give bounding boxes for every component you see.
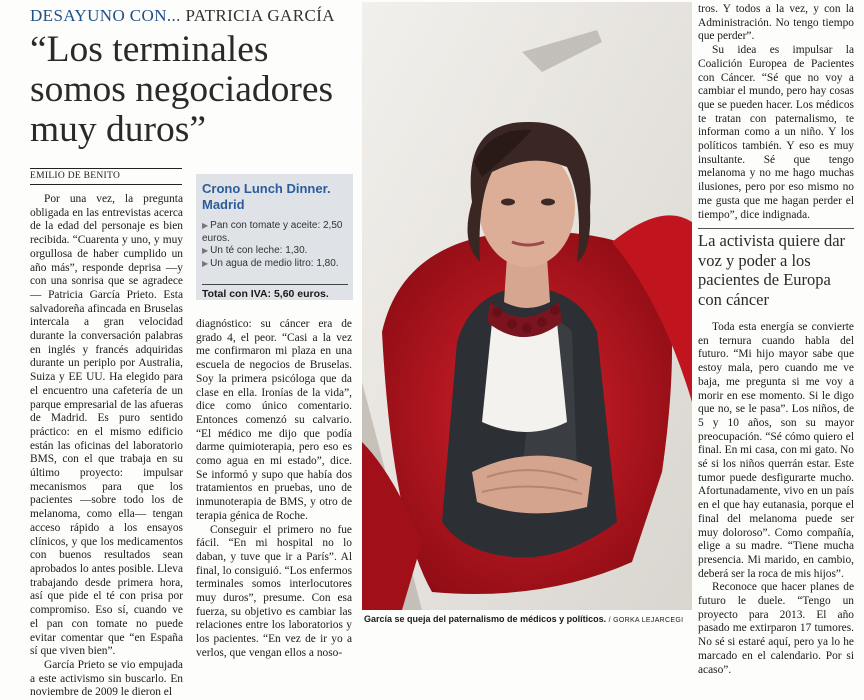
box-total: Total con IVA: 5,60 euros. [202, 284, 348, 300]
paragraph: tros. Y todos a la vez, y con la Administración. No tengo tiempo que perder”. [698, 3, 854, 43]
lunch-info-box [196, 174, 353, 300]
price-list [202, 220, 350, 270]
section-kicker [30, 6, 335, 26]
kicker-name: PATRICIA GARCÍA [185, 6, 335, 25]
paragraph: Toda esta energía se convierte en ternura cuando habla del futuro. “Mi hijo mayor sabe que estoy mala, pero cuando me ve baja, me pregunta si me voy a morir en ese momento. Si le digo que no, se le pasa”. Los niños, de 5 y 10 años, son su mayor preocupación. “Sé cómo quiero el final. En mi casa, con mi gato. No sé si los niños querrán estar. Este tumor puede desfigurarte mucho. Afortunadamente, vivo en un país en el que hay eutanasia, porque el final del melanoma puede ser muy doloroso”. Como compañía, elige a su madre. “Tiene mucha presencia. Mi marido, en cambio, deberá ser la roca de mis hijos”. [698, 321, 854, 580]
bullet-triangle-icon: ▶ [202, 221, 209, 230]
article-column-3 [698, 3, 854, 222]
portrait-photo [362, 2, 692, 610]
bullet-triangle-icon: ▶ [202, 258, 209, 268]
price-item: ▶ Un agua de medio litro: 1,80. [202, 257, 339, 269]
paragraph: Conseguir el primero no fue fácil. “En mi hospital no lo daban, y tuve que ir a París”. Al final, lo consiguió. “Los enfermos terminales somos interlocutores muy duros”, presume. Con esa fuerza, su objetivo es cambiar las relaciones entre los laboratorios y los pacientes. “En vez de ir yo a verlos, que vengan ellos a noso- [196, 523, 352, 659]
pull-quote: La activista quiere dar voz y poder a los pacientes de Europa con cáncer [698, 228, 854, 309]
article-column-2 [196, 318, 352, 661]
paragraph: Su idea es impulsar la Coalición Europea de Pacientes con Cáncer. “Sé que no voy a cambiar el mundo, pero hay cosas que se pueden hacer. Los médicos te tratan con paternalismo, te informan como a un niño. Y los políticos también. Y eso es muy insultante. Sé que tengo melanoma y no me hago muchas ilusiones, pero por eso mismo no me gusta que me hagan perder el tiempo”, dice indignada. [698, 44, 854, 221]
article-column-1 [30, 193, 183, 700]
byline: EMILIO DE BENITO [30, 168, 182, 185]
price-item: ▶ Pan con tomate y aceite: 2,50 euros. [202, 220, 343, 244]
price-item: ▶ Un té con leche: 1,30. [202, 245, 308, 257]
photo-credit: / GORKA LEJARCEGI [608, 617, 684, 624]
paragraph: Reconoce que hacer planes de futuro le duele. “Tengo un proyecto para 2013. El año pasado me extirparon 17 tumores. No sé si estaré aquí, pero ya lo he marcado en el calendario. Por si acaso”. [698, 581, 854, 676]
bullet-triangle-icon: ▶ [202, 246, 209, 256]
headline: “Los terminales somos negociadores muy duros” [30, 29, 334, 150]
photo-caption [364, 614, 694, 626]
paragraph: Por una vez, la pregunta obligada en las entrevistas acerca de la edad del personaje es bien recibida. “Cuarenta y uno, y muy orgullosa de haber cumplido un año más”, responde deprisa —y con una sonrisa que se agradece— Patricia García Prieto. Esta salvadoreña afincada en Bruselas intercala a gran velocidad durante la conversación palabras en inglés y francés adquiridas durante un periplo por Australia, Suiza y EE UU. Ha elegido para el encuentro una cafetería de un parque empresarial de las afueras de Madrid. Es puro sentido práctico: en el mismo edificio están las oficinas del laboratorio BMS, con el que trabaja en su último proyecto: impulsar mecanismos para que los pacientes —sobre todo los de melanoma, como ella— tengan acceso rápido a los ensayos clínicos, y que los medicamentos con buenos resultados sean aprobados lo antes posible. Lleva trabajando desde primera hora, así que pide el té con prisa por compromiso. Eso sí, cuando ve el pan con tomate no puede evitar comentar que “en España sí que viven bien”. [30, 193, 183, 658]
article-column-4 [698, 321, 854, 677]
paragraph: García Prieto se vio empujada a este activismo sin buscarlo. En noviembre de 2009 le dieron el [30, 658, 183, 699]
portrait-illustration [362, 2, 692, 610]
kicker-section: DESAYUNO CON... [30, 6, 181, 25]
box-title: Crono Lunch Dinner. Madrid [202, 181, 331, 212]
caption-text: García se queja del paternalismo de médicos y políticos. [364, 614, 607, 624]
paragraph: diagnóstico: su cáncer era de grado 4, el peor. “Casi a la vez me confirmaron mi plaza en una escuela de negocios de Bruselas. Soy la primera psicóloga que da clase en ella. Ironías de la vida”, dice como único comentario. Entonces comenzó su calvario. “El médico me dijo que podía darme quimioterapia, pero eso es como agua en mi estado”, dice. Se informó y supo que había dos tratamientos en pruebas, uno de inmunoterapia de BMS, y otro de terapia génica de Roche. [196, 318, 352, 522]
